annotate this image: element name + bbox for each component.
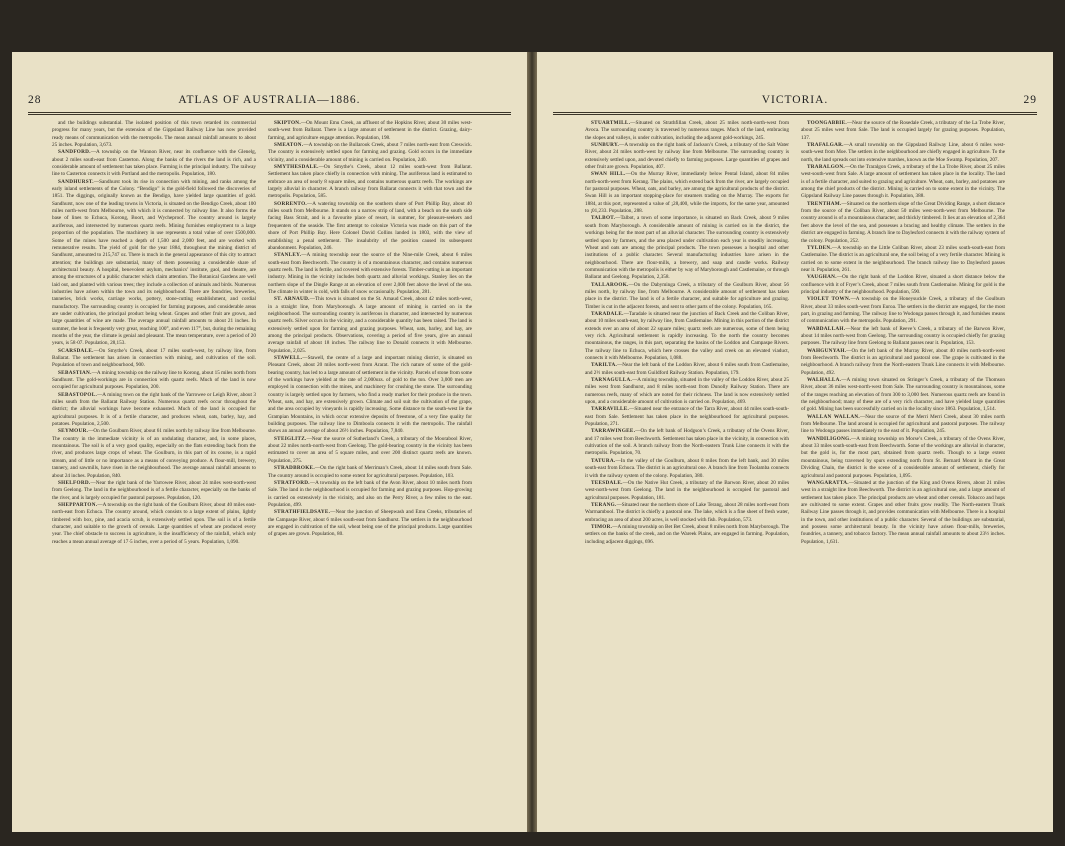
entry-name: TARRAWINGEE. [591, 428, 636, 435]
entry-text: —On the Traralgon Creek, a tributary of the La Trobe River, about 25 miles west-south-west from Sale. A large amount of settlement has taken place in the locality. The land is of a fertile character, and suited to grazing and agriculture. Wheat, oats, barley, and potatoes are among the chief products of the district. Mining is carried on to some extent in the vicinity. The Gippsland Railway Line passes through it. Population, 388. [801, 164, 1005, 200]
gazetteer-entry [585, 502, 789, 524]
book-spread [12, 52, 1053, 832]
entry-text: —A mining township on Morse’s Creek, a tributary of the Ovens River, about 33 miles south-south-east from Beechworth. Some of the workings are alluvial in character, but the gold is, for the most part, obtained from quartz reefs. Though to a large extent mountainous, being traversed by spurs extending north from St. Bernard Mount in the Great Dividing Chain, the district is the scene of a considerable amount of settlement, chiefly for agricultural and pastoral purposes. Population, 1,095. [801, 435, 1005, 479]
entry-text: —A township on the Bullarook Creek, about 7 miles north-east from Creswick. The country is extensively settled upon for farming and grazing. Gold occurs in the immediate vicinity, and a considerable amount of mining is carried on. Population, 240. [268, 142, 472, 163]
entry-text: —Near the right bank of the Yarrowee River, about 24 miles west-north-west from Geelong. The land in the neighbourhood is of a fertile character, especially on the banks of the river, and is largely occupied for pastoral purposes. Population, 120. [52, 479, 256, 501]
gazetteer-entry [585, 406, 789, 428]
gazetteer-entry [585, 171, 789, 215]
entry-text: —A mining town situated on Stringer’s Creek, a tributary of the Thomson River, about 36 miles west-north-west from Sale. The surrounding country is mountainous, some of the ranges reaching an elevation of from 300 to 3,000 feet. Numerous quartz reefs are found in the neighbourhood; many of these are of a very rich character, and have yielded large quantities of gold. Mining has been successfully carried on in the locality since 1863. Population, 1,514. [801, 377, 1005, 413]
entry-text: —On the left bank of the Murray River, about 40 miles north-north-west from Beechworth. The district is an agricultural and pastoral one. The grape is cultivated in the neighbourhood. A branch railway from the North-eastern Trunk Line connects it with Melbourne. Population, 492. [801, 347, 1005, 376]
entry-name: VAUGHAN. [807, 274, 837, 281]
gazetteer-entry [52, 348, 256, 370]
entry-name: SMYTHESDALE. [274, 164, 319, 171]
gazetteer-entry [52, 502, 256, 546]
gazetteer-entry [268, 120, 472, 142]
entry-text: —On the right bank of Merriman’s Creek, about 14 miles south from Sale. The country around is occupied to some extent for agricultural purposes. Population, 103. [268, 465, 472, 479]
entry-text: —A mining township on the railway line to Korong, about 15 miles north from Sandhurst. The gold-workings are in connection with quartz reefs. Much of the land is now occupied for agricultural purposes. Population, 200. [52, 369, 256, 391]
gazetteer-entry [585, 377, 789, 406]
right-page-header [553, 94, 1037, 114]
entry-name: TOONGABBIE. [807, 120, 847, 126]
entry-text: —Taradale is situated near the junction of Back Creek and the Coliban River, about 10 miles south-east, by railway line, from Castlemaine. Mining in this portion of the district extends over an area of about 22 square miles; quartz reefs are numerous, some of them being very rich. Agricultural settlement is rapidly increasing. To the north the country becomes mountainous, the ranges, in this part, separating the basins of the Loddon and Campaspe Rivers. The railway line to Echuca, which here crosses the valley and creek on an elevated viaduct, connects it with Melbourne. Population, 1,088. [585, 310, 789, 361]
gazetteer-entry [585, 282, 789, 311]
entry-name: SANDFORD. [58, 149, 91, 156]
gazetteer-entry [268, 509, 472, 538]
gazetteer-entry [801, 201, 1005, 245]
gazetteer-entry [268, 164, 472, 201]
entry-text: —A mining township near the source of the Nine-mile Creek, about 6 miles south-east from Beechworth. The country is of a mountainous character, and contains numerous quartz reefs. The land is fertile, and covered with extensive forests. Timber-cutting is an important industry. Mining in the vicinity includes both quartz and alluvial workings. Stanley lies on the northern slope of the Dingle Range at an elevation of over 2,000 feet above the level of the sea. The climate in winter is cold, with falls of snow occasionally. Population, 281. [268, 252, 472, 295]
entry-name: TRARALGON. [807, 164, 846, 171]
gazetteer-entry [801, 326, 1005, 348]
entry-name: TARNAGULLA. [591, 377, 633, 384]
left-page-header [28, 94, 511, 114]
gazetteer-entry [801, 436, 1005, 480]
entry-text: —On the Murray River, immediately below Pental Island, about 84 miles north-north-west from Kerang. The plains, which extend back from the river, are largely occupied for pastoral purposes. Wheat, oats, and barley, are among the agricultural products of the district. Swan Hill is an important stopping-place for steamers trading on the Murray. The exports for 1884, at this port, represented a value of ¡28,400, while the imports, for the same year, amounted to ¡01,233. Population, 288. [585, 171, 789, 215]
entry-text: —A small township on the Gippsland Railway Line, about 6 miles west-south-west from Moe. The settlers in the neighbourhood are chiefly engaged in agriculture. To the north, the land spreads out into extensive marshes, known as the Moe Swamp. Population, 207. [801, 142, 1005, 163]
entry-name: WAHGUNYAH. [807, 347, 847, 354]
gazetteer-entry [801, 164, 1005, 201]
gazetteer-entry [268, 201, 472, 252]
gazetteer-entry [585, 480, 789, 502]
entry-text: —Stawell, the centre of a large and important mining district, is situated on Pleasant Creek, about 20 miles north-west from Ararat. The rich nature of some of the gold-bearing country, has led to a large amount of settlement in the vicinity. Parcels of stone from some of the workings have yielded at the rate of 2,000ozs. of gold to the ton. Over 3,000 men are employed in connection with the mines, and machinery for crushing the stone. The surrounding country is largely settled upon by farmers, who find a ready market for their produce in the town. Wheat, oats, and hay, are extensively grown. Climate and soil suit the cultivation of the grape, and the area occupied by vineyards is rapidly increasing. Some distance to the south-west lie the Grampian Mountains, in which occur extensive deposits of freestone, of a very fine quality for building purposes. The railway line to Dimboola connects it with the metropolis. The rainfall shows an annual average of about 26½ inches. Population, 7,840. [268, 355, 472, 435]
entry-name: STAWELL. [274, 355, 303, 361]
entry-text: —On the Dabyminga Creek, a tributary of the Goulburn River, about 56 miles north, by railway line, from Melbourne. A considerable amount of settlement has taken place in the district. The land is of a fertile character, and suitable for agriculture and grazing. Timber is cut in the adjacent forests, and sent to other parts of the colony. Population, 165. [585, 281, 789, 310]
right-page [537, 52, 1053, 832]
gazetteer-entry [268, 465, 472, 480]
entry-name: SEBASTOPOL. [58, 391, 98, 398]
entry-text: —Sandhurst took its rise in connection with mining, and ranks among the early inland settlements of the Colony. “Bendigo” is the gold-field followed the discoveries of 1851. The diggings, originally known as the Bendigo, have yielded large quantities of gold. Sandhurst, now one of the leading towns in Victoria, is situated on the Bendigo Creek, about 100 miles north-west from Melbourne, with which it is connected by railway line. It also forms the base of lines to Echuca, Korong, Boort, and Wycheproof. The country around is largely auriferous, and intersected by numerous quartz reefs. Mining furnishes employment to a large proportion of the population. The machinery in use represents a total value of over £500,000. Some of the mines have reached a depth of 1,500 and 2,000 feet, and are worked with remunerative results. The yield of gold for the year 1884, throughout the mining district of Sandhurst, amounted to 215,747 oz. There is much in the general appearance of this city to attract attention; the buildings are substantial, many of them possessing a considerable share of architectural beauty. A hospital, benevolent asylum, mechanics’ institute, gaol, and theatre, are among the structures of a public character which claim attention. The Botanical Gardens are well laid out, and planted with various trees; they include a collection of animals and birds. Numerous industries have arisen within the town and its neighbourhood. There are foundries, breweries, tanneries, brick works, carriage works, pottery, stone-cutting establishment, and cordial manufactory. The surrounding country is occupied for farming purposes, and considerable areas are under cultivation, the principal product being wheat. Grapes and other fruit are grown, and large quantities of wine are made. The average annual rainfall amounts to about 21 inches. In summer, the heat is frequently very great, reaching 100°, and even 117°, but, during the remaining months of the year, the climate is genial and pleasant. The mean temperature, over a period of 20 years, is 58·07. Population, 28,153. [52, 178, 256, 347]
entry-name: VIOLET TOWN. [807, 296, 851, 303]
right-page-number: 29 [1023, 94, 1037, 106]
left-page-number: 28 [28, 94, 42, 106]
entry-text: —Near the left bank of Reeve’s Creek, a tributary of the Barwon River, about 14 miles north-west from Geelong. The surrounding country is occupied chiefly for grazing purposes. The railway line from Geelong to Ballarat passes near it. Population, 153. [801, 325, 1005, 347]
entry-name: STANLEY. [274, 252, 302, 259]
entry-text: —A township on the Honeysuckle Creek, a tributary of the Goulburn River, about 33 miles south-west from Euroa. The settlers in the district are engaged, for the most part, in grazing and farming. The railway line to Wodonga passes through it, and furnishes means of communication with the metropolis. Population, 291. [801, 296, 1005, 325]
entry-name: WANGARATTA. [807, 479, 849, 486]
gazetteer-entry [801, 480, 1005, 546]
gazetteer-entry [52, 392, 256, 429]
entry-name: STRATFORD. [274, 479, 310, 486]
entry-name: SUNBURY. [591, 142, 620, 149]
entry-name: SMEATON. [274, 142, 304, 149]
entry-text: and the buildings substantial. The isolated position of this town retarded its commercial progress for many years, but the extension of the Gippsland Railway Line has now provided ready means of communication with the metropolis. The mean annual rainfall amounts to about 25 inches. Population, 3,673. [52, 120, 256, 149]
gazetteer-entry [801, 142, 1005, 164]
entry-name: STRADBROKE. [274, 465, 315, 472]
entry-text: —A township on the right bank of the Goulburn River, about 40 miles east-north-east from Echuca. The country around, which consists to a large extent of plains, lightly timbered with box, pine, and acacia scrub, is extensively settled upon. The soil is of a fertile character, and suitable to the growth of cereals. Large quantities of wheat are produced every year. The chief obstacle to success in agriculture, is the insufficiency of the rainfall, which only reaches a mean annual average of 17·5 inches, over a period of 5 years. Population, 1,090. [52, 501, 256, 545]
entry-text: —Near the junction of Sheepwash and Emu Creeks, tributaries of the Campaspe River, about 6 miles south-east from Sandhurst. The settlers in the neighbourhood are engaged in cultivation of the soil, wheat being one of the principal products. Large quantities of grapes are grown. Population, 80. [268, 509, 472, 538]
entry-text: —Situated at the junction of the King and Ovens Rivers, about 21 miles west in a straight line from Beechworth. The district is an agricultural one, and a large amount of settlement has taken place. The principal products are wheat and other cereals. Tobacco and hops are cultivated to some extent. Grapes and other fruits grow readily. The North-eastern Trunk Railway Line passes through it, and provides communication with Melbourne. There is a hospital in the town, and other institutions of a public character. Several of the buildings are substantial, and possess some architectural beauty. In the vicinity have arisen flour-mills, breweries, foundries, a tannery, and tobacco factory. The mean annual rainfall amounts to about 23½ inches. Population, 1,631. [801, 479, 1005, 545]
entry-name: TARRAVILLE. [591, 406, 630, 413]
entry-text: —Talbot, a town of some importance, is situated on Back Creek, about 9 miles south from Maryborough. A considerable amount of mining is carried on in the district, the workings being for the most part of an alluvial character. The surrounding country is extensively settled upon by farmers, and the area placed under cultivation each year is steadily increasing. Wheat and oats are among the principal products. The town possesses a hospital and other institutions of a public character. Several manufacturing industries have arisen in the neighbourhood. There are flour-mills, a brewery, and soap and candle works. Railway communication with the metropolis is either by way of Maryborough and Castlemaine, or through Ballarat and Geelong. Population, 2,358. [585, 215, 789, 281]
entry-name: SKIPTON. [274, 120, 301, 126]
entry-text: —A mining town on the right bank of the Yarrowee or Leigh River, about 3 miles south from the Ballarat Railway Station. Numerous quartz reefs occur throughout the district; the alluvial workings have become exhausted. Much of the land is occupied for agricultural purposes. It is of a fertile character, and produces wheat, oats, barley, hay, and potatoes. Population, 2,500. [52, 391, 256, 428]
right-running-title: VICTORIA. [761, 94, 829, 106]
gazetteer-entry [268, 480, 472, 509]
gazetteer-entry [268, 436, 472, 465]
gazetteer-entry [52, 480, 256, 502]
entry-text: —Situated on the northern slope of the Great Dividing Range, a short distance from the source of the Coliban River, about 50 miles west-north-west from Melbourne. The country around is of a mountainous character, and thickly timbered. It lies at an elevation of 2,364 feet above the level of the sea, and possesses a bracing and healthy climate. The settlers in the district are engaged in farming. A branch line to Daylesford connects it with the railway system of the colony. Population, 252. [801, 200, 1005, 244]
entry-name: WANDILIGONG. [807, 435, 852, 442]
gazetteer-entry [801, 348, 1005, 377]
gazetteer-entry [52, 370, 256, 392]
book-gutter [527, 52, 537, 832]
entry-name: TYLDEN. [807, 244, 833, 251]
entry-name: WABDALLAH. [807, 325, 846, 332]
entry-name: SORRENTO. [274, 200, 308, 207]
entry-text: —Situated near the northern shore of Lake Terang, about 28 miles north-east from Warrnambool. The district is chiefly a pastoral one. The lake, which is a fine sheet of fresh water, embracing an area of about 200 acres, is well stocked with fish. Population, 573. [585, 501, 789, 523]
entry-name: SHELFORD. [58, 479, 91, 486]
entry-text: —Near the source of the Merri Merri Creek, about 30 miles north from Melbourne. The land around is occupied for agricultural and pastoral purposes. The railway line to Wodonga passes immediately to the east of it. Population, 245. [801, 413, 1005, 435]
gazetteer-entry [801, 296, 1005, 325]
right-column-2 [801, 120, 1005, 546]
entry-text: —Near the source of the Rosedale Creek, a tributary of the La Trobe River, about 25 miles west from Sale. The land is occupied largely for grazing purposes. Population, 137. [801, 120, 1005, 141]
entry-name: SANDHURST. [58, 178, 94, 185]
entry-text: —Situated on Strathfillan Creek, about 25 miles north-north-west from Avoca. The surrounding country is traversed by numerous ranges. Much of the land, embracing the slopes and valleys, is under cultivation, including the adjacent gold-workings, 245. [585, 120, 789, 141]
gazetteer-entry [801, 274, 1005, 296]
entry-name: STUARTMILL. [591, 120, 631, 126]
gazetteer-entry [268, 252, 472, 296]
gazetteer-entry [585, 215, 789, 281]
gazetteer-entry [585, 458, 789, 480]
entry-text: —Situated near the entrance of the Tarra River, about 44 miles south-south-east from Sale. Settlement has taken place in the neighbourhood for agricultural purposes. Population, 271. [585, 406, 789, 428]
entry-text: —A township on the Wannon River, near its confluence with the Glenelg, about 2 miles south-east from Casterton. Along the banks of the rivers the land is rich, and a considerable amount of settlement has taken place. Farming is the principal industry. The railway line to Casterton connects it with Portland and the metropolis. Population, 180. [52, 149, 256, 178]
entry-text: —On the Native Hut Creek, a tributary of the Barwon River, about 20 miles west-north-west from Geelong. The land in the neighbourhood is occupied for pastoral and agricultural purposes. Population, 181. [585, 479, 789, 501]
entry-name: SEYMOUR. [58, 428, 89, 435]
entry-name: TARADALE. [591, 310, 624, 317]
left-header-rule [28, 112, 511, 115]
entry-name: TEESDALE. [591, 479, 623, 486]
entry-name: SEBASTIAN. [58, 369, 92, 376]
gazetteer-entry [585, 311, 789, 362]
gazetteer-entry [801, 414, 1005, 436]
entry-name: SWAN HILL. [591, 171, 626, 178]
right-column-1 [585, 120, 789, 546]
entry-name: SCARSDALE. [58, 347, 94, 354]
entry-name: TALLAROOK. [591, 281, 629, 288]
entry-text: —On the left bank of Hodgson’s Creek, a tributary of the Ovens River, and 17 miles west from Beechworth. Settlement has taken place in the vicinity, in connection with cultivation of the soil. A branch railway from the North-eastern Trunk Line connects it with the metropolis. Population, 70. [585, 428, 789, 457]
entry-name: TRENTHAM. [807, 200, 842, 207]
entry-text: —A township on the Little Coliban River, about 23 miles south-south-east from Castlemaine. The district is an agricultural one, the soil being of a very fertile character. Mining is carried on to some extent in the neighbourhood. The branch railway line to Daylesford passes near it. Population, 261. [801, 244, 1005, 273]
entry-text: —In the valley of the Goulburn, about 8 miles from the left bank, and 30 miles south-east from Echuca. The district is an agricultural one. A branch line from Toolamba connects it with the railway system of the colony. Population, 380. [585, 457, 789, 479]
right-header-rule [553, 112, 1037, 115]
entry-text: —On the right bank of the Loddon River, situated a short distance below the confluence with it of Fryer’s Creek, about 7 miles south from Castlemaine. Mining for gold is the principal industry of the neighbourhood. Population, 590. [801, 274, 1005, 295]
entry-text: —A watering township on the southern shore of Port Phillip Bay, about 40 miles south from Melbourne. It stands on a narrow strip of land, with a beach on the south side facing Bass Strait, and is a favourite place of resort, in summer, for pleasure-seekers and frequenters of the seaside. The first attempt to colonize Victoria was made on this part of the shore of Port Phillip Bay. Here Colonel David Collins landed in 1803, with the view of establishing a penal settlement. The insalubrity of the position caused its subsequent abandonment. Population, 246. [268, 200, 472, 251]
left-column-2 [268, 120, 472, 539]
entry-name: TARILTA. [591, 362, 618, 369]
entry-name: TIMOR. [591, 523, 613, 530]
entry-text: —A township on the right bank of Jackson’s Creek, a tributary of the Salt Water River, about 24 miles north-west by railway line from Melbourne. The surrounding country is extensively settled upon, and devoted chiefly to farming purposes. Large quantities of grapes and other fruit are grown. Population, 407. [585, 142, 789, 171]
entry-text: —A township on the left bank of the Avon River, about 10 miles north from Sale. The land in the neighbourhood is occupied for farming and grazing purposes. Hop-growing is carried on extensively in the vicinity, and also on the Perry River, a few miles to the east. Population, 499. [268, 479, 472, 508]
entry-name: TERANG. [591, 501, 617, 508]
entry-name: STRATHFIELDSAYE. [274, 509, 331, 516]
gazetteer-entry [268, 355, 472, 436]
left-page [12, 52, 527, 832]
gazetteer-entry [52, 428, 256, 479]
entry-name: STEIGLITZ. [274, 435, 307, 442]
gazetteer-entry [801, 120, 1005, 142]
entry-text: —Near the source of Sutherland’s Creek, a tributary of the Moorabool River, about 22 miles north-north-west from Geelong. The gold-bearing country in the vicinity has been estimated to cover an area of 5 square miles, and over 200 distinct quartz reefs are known. Population, 275. [268, 435, 472, 464]
entry-text: —On the Goulburn River, about 61 miles north by railway line from Melbourne. The country in the immediate vicinity is of an undulating character, and, in some places, mountainous. The soil is of a very good quality, especially on the flats extending back from the river, and produces large crops of wheat. The Goulburn, in this part of its course, is a rapid stream, and of little or no importance as a means of conveying produce. A flour-mill, brewery, tannery, and sawmills, have risen in the neighbourhood. The average annual rainfall amounts to about 24 inches. Population, 840. [52, 428, 256, 479]
entry-name: TATURA. [591, 457, 616, 464]
entry-name: WALLAN WALLAN. [807, 413, 861, 420]
gazetteer-entry [585, 524, 789, 546]
gazetteer-entry [585, 428, 789, 457]
entry-name: TRAFALGAR. [807, 142, 844, 149]
entry-name: ST. ARNAUD. [274, 296, 310, 303]
gazetteer-entry [52, 179, 256, 348]
gazetteer-entry [52, 120, 256, 149]
left-column-1 [52, 120, 256, 546]
gazetteer-entry [268, 296, 472, 355]
left-running-title: ATLAS OF AUSTRALIA—1886. [178, 94, 361, 106]
gazetteer-entry [268, 142, 472, 164]
entry-name: SHEPPARTON. [58, 501, 98, 508]
entry-text: —A mining township, situated in the valley of the Loddon River, about 25 miles west from Sandhurst, and 8 miles north-east from Dunolly Railway Station. There are numerous reefs, many of which are noted for their richness. The land is now extensively settled upon, and a considerable amount of cultivation is carried on. Population, 469. [585, 377, 789, 406]
entry-text: —A mining township on Bet Bet Creek, about 8 miles north from Maryborough. The settlers on the banks of the creek, and on the Wareek Plains, are engaged in farming. Population, including adjacent diggings, 696. [585, 523, 789, 545]
gazetteer-entry [585, 120, 789, 142]
entry-name: WALHALLA. [807, 377, 842, 384]
entry-text: —Near the left bank of the Loddon River, about 6 miles south from Castlemaine, and 2½ miles south-east from Guildford Railway Station. Population, 179. [585, 362, 789, 376]
entry-text: —On Smythe’s Creek, about 17 miles south-west, by railway line, from Ballarat. The settlement has arisen in connection with mining, and cultivation of the soil. Population of town and neighbourhood, 900. [52, 347, 256, 369]
gazetteer-entry [585, 362, 789, 377]
entry-text: —On Smythe’s Creek, about 12 miles south-west from Ballarat. Settlement has taken place chiefly in connection with mining. The auriferous land is estimated to embrace an area of nearly 8 square miles, and contains numerous quartz reefs. The workings are largely alluvial in character. A branch railway from Ballarat connects it with that town and the metropolis. Population, 585. [268, 164, 472, 200]
entry-text: —On Mount Emu Creek, an affluent of the Hopkins River, about 30 miles west-south-west from Ballarat. There is a large amount of settlement in the district. Grazing, dairy-farming, and agriculture engage attention. Population, 198. [268, 120, 472, 141]
gazetteer-entry [801, 377, 1005, 414]
gazetteer-entry [585, 142, 789, 171]
entry-name: TALBOT. [591, 215, 616, 222]
gazetteer-entry [801, 245, 1005, 274]
gazetteer-entry [52, 149, 256, 178]
entry-text: —This town is situated on the St. Arnaud Creek, about 42 miles north-west, in a straight line, from Maryborough. A large amount of mining is carried on in the neighbourhood. The surrounding country is auriferous in character, and intersected by numerous quartz reefs. Silver occurs in the vicinity, and a considerable quantity has been raised. The land is extensively settled upon for farming and grazing purposes. Wheat, oats, barley, and hay, are among the principal products. Observations, covering a period of five years, give an annual average rainfall of about 18 inches. The railway line to Donald connects it with Melbourne. Population, 2,025. [268, 296, 473, 354]
